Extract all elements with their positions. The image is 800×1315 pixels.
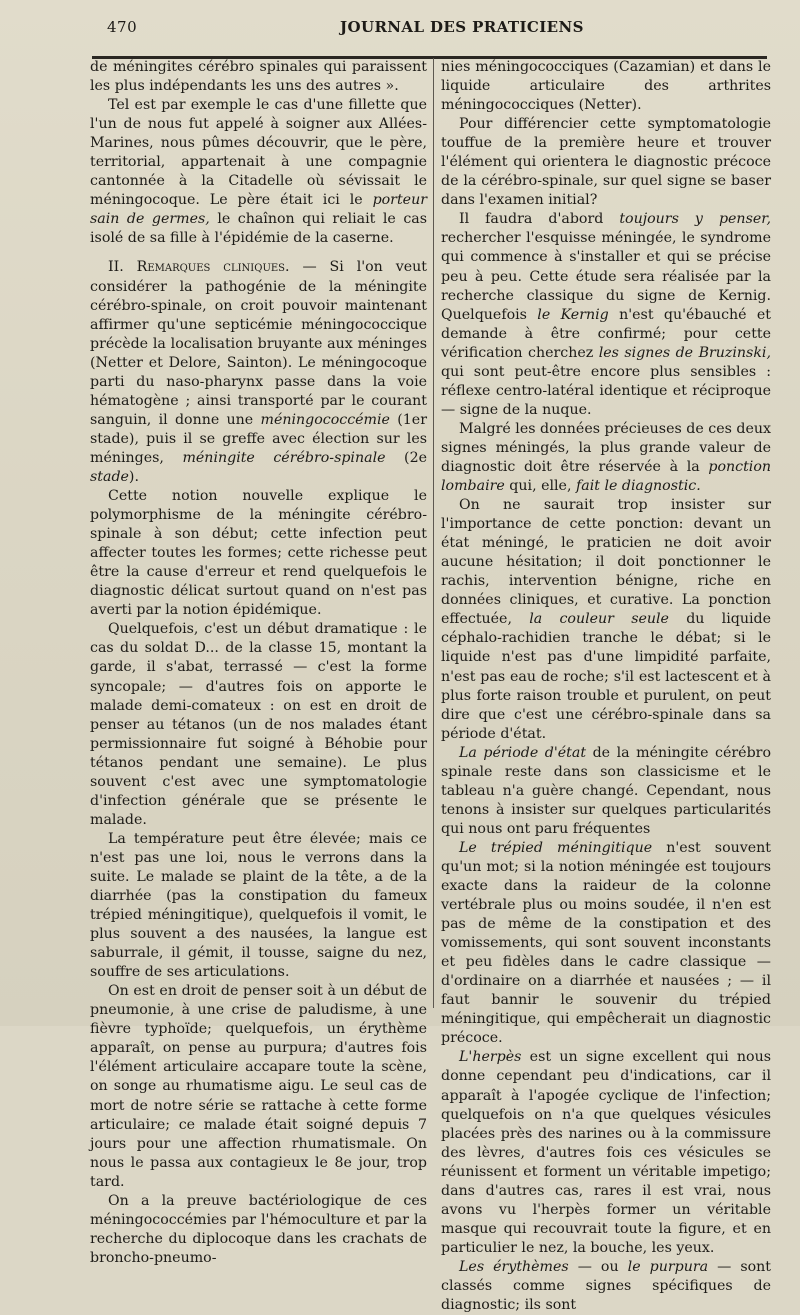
paragraph-text: est un signe excellent qui nous donne cependant peu d'indications, car il apparaît à l'apogée cyclique de l'infection; quelquefois on n'a que quelques vésicules placées près des narines ou à la commissure des lèvres, d'autres fois ces vésicules se réunissent et forment un véritable impetigo; dans d'autres cas, rares il est vrai, nous avons vu l'herpès former un véritable masque qui recouvrait toute la figure, et en particulier le nez, la bouche, les yeux.	[441, 1049, 771, 1256]
paragraph-text: On est en droit de penser soit à un début de pneumonie, à une crise de paludisme, à une fièvre typhoïde; quelquefois, un érythème apparaît, on pense au purpura; d'autres fois l'élément articulaire accapare toute la scène, on songe au rhumatisme aigu. Le seul cas de mort de notre série se rattache à cette forme articulaire; ce malade était soigné depuis 7 jours pour une affection rhumatismale. On nous le passa aux contagieux le 8e jour, trop tard.	[90, 983, 427, 1190]
paragraph-text: Quelquefois, c'est un début dramatique : le cas du soldat D... de la classe 15, montant la garde, il s'abat, terrassé — c'est la forme syncopale; — d'autres fois on apporte le malade demi-comateux : on est en droit de penser au tétanos (un de nos malades étant permissionnaire fut soigné à Béhobie pour tétanos pendant une semaine). Le plus souvent c'est avec une symptomatologie d'infection générale que se présente le malade.	[90, 621, 427, 828]
paragraph	[90, 620, 427, 830]
paragraph	[441, 420, 771, 496]
paragraph	[90, 830, 427, 982]
italic-text: Les érythèmes	[459, 1258, 569, 1275]
italic-text: méningococcémie	[260, 411, 390, 428]
italic-text: ponction lombaire	[441, 458, 771, 495]
paragraph	[441, 115, 771, 210]
paragraph	[90, 487, 427, 620]
paragraph	[441, 496, 771, 744]
paragraph-text: Malgré les données précieuses de ces deux signes méningés, la plus grande valeur de diagnostic doit être réservée à la	[441, 420, 771, 475]
paragraph-text: — ou	[568, 1258, 628, 1275]
paragraph	[441, 1258, 771, 1315]
paragraph-text: du liquide céphalo-rachidien tranche le débat; si le liquide n'est pas d'une limpidité parfaite, n'est pas eau de roche; s'il est lactescent et à plus forte raison trouble et purulent, on peut dire que c'est une cérébro-spinale dans sa période d'état.	[441, 611, 771, 742]
paragraph-text: n'est qu'ébauché et demande à être confirmé; pour cette vérification cherchez	[441, 306, 771, 361]
paragraph	[441, 744, 771, 839]
section-paragraph	[90, 258, 427, 487]
italic-text: toujours y penser,	[619, 211, 771, 228]
paragraph-text: nies méningococciques (Cazamian) et dans le liquide articulaire des arthrites méningococciques (Netter).	[441, 59, 771, 114]
italic-text: stade	[90, 468, 129, 485]
paragraph	[90, 982, 427, 1192]
paragraph	[90, 1192, 427, 1268]
paragraph-text: qui, elle,	[504, 478, 576, 495]
italic-text: méningite cérébro-spinale	[182, 449, 386, 466]
paragraph-text: de méningites cérébro spinales qui paraissent les plus indépendants les uns des autres ».	[90, 59, 427, 95]
italic-text: les signes de Bruzinski,	[598, 344, 771, 361]
paragraph-text: ).	[128, 468, 139, 485]
paragraph-text: Il faudra d'abord	[459, 211, 620, 228]
italic-text: fait le diagnostic.	[575, 478, 701, 495]
paragraph	[441, 1048, 771, 1258]
italic-text: porteur sain de germes,	[90, 192, 427, 228]
column-divider	[433, 58, 434, 1008]
paragraph	[90, 58, 427, 96]
paragraph-text: n'est souvent qu'un mot; si la notion méningée est toujours exacte dans la raideur de la colonne vertébrale plus ou moins soudée, il n'en est pas de même de la constipation et des vomissements, qui sont souvent inconstants et peu fidèles dans le cadre classique — d'ordinaire on a diarrhée et nausées ; — il faut bannir le souvenir du trépied méningitique, qui empêcherait un diagnostic précoce.	[441, 839, 771, 1047]
paragraph-text: La température peut être élevée; mais ce n'est pas une loi, nous le verrons dans la suite. Le malade se plaint de la tête, a de la diarrhée (pas la constipation du fameux trépied méningitique), quelquefois il vomit, le plus souvent a des nausées, la langue est saburrale, il gémit, il tousse, saigne du nez, souffre de ses articulations.	[90, 830, 427, 981]
italic-text: L'herpès	[459, 1049, 522, 1066]
paragraph-text: On a la preuve bactériologique de ces méningococcémies par l'hémoculture et par la recherche du diplocoque dans les crachats de broncho-pneumo-	[90, 1192, 427, 1266]
page-header	[0, 14, 800, 46]
paragraph-text: Tel est par exemple le cas d'une fillette que l'un de nous fut appelé à soigner aux Allées-Marines, nous pûmes découvrir, que le père, territorial, appartenait à une compagnie cantonnée à la Citadelle où sévissait le méningocoque. Le père était ici le	[90, 97, 427, 209]
paragraph-text: — sont classés comme signes spécifiques de diagnostic; ils sont	[441, 1258, 772, 1314]
italic-text: le Kernig	[537, 306, 609, 323]
paragraph-text: de la méningite cérébro spinale reste dans son classicisme et le tableau n'a guère changé. Cependant, nous tenons à insister sur quelques particularités qui nous ont paru fréquentes	[441, 744, 771, 837]
paragraph-text: qui sont peut-être encore plus sensibles : réflexe centro-latéral identique et réciproque — signe de la nuque.	[441, 363, 771, 418]
paragraph-text: On ne saurait trop insister sur l'importance de cette ponction: devant un état méningé, le praticien ne doit avoir aucune hésitation; il doit ponctionner le rachis, intervention bénigne, riche en données cliniques, et curative. La ponction effectuée,	[441, 497, 771, 628]
paragraph	[441, 839, 771, 1049]
italic-text: La période d'état	[459, 744, 587, 761]
paragraph	[441, 58, 771, 115]
paragraph-text: (1er stade), puis il se greffe avec élection sur les méninges,	[90, 411, 427, 466]
italic-text: la couleur seule	[529, 611, 669, 628]
italic-text: le purpura	[627, 1258, 709, 1275]
paragraph-text: — Si l'on veut considérer la pathogénie de la méningite cérébro-spinale, on croit pouvoir maintenant affirmer qu'une septicémie méningococcique précède la localisation bruyante aux méninges (Netter et Delore, Sainton). Le méningocoque parti du naso-pharynx passe dans la voie hématogène ; ainsi transporté par le courant sanguin, il donne une	[90, 259, 427, 428]
italic-text: Le trépied méningitique	[459, 839, 653, 856]
paragraph	[90, 96, 427, 248]
journal-title: JOURNAL DES PRATICIENS	[340, 18, 584, 36]
section-number: II.	[108, 259, 137, 276]
section-heading: Remarques cliniques.	[136, 259, 290, 276]
page-number: 470	[107, 18, 138, 36]
right-column	[441, 58, 771, 1315]
paragraph-text: Pour différencier cette symptomatologie touffue de la première heure et trouver l'élément qui orientera le diagnostic précoce de la cérébro-spinale, sur quel signe se baser dans l'examen initial?	[441, 116, 771, 209]
paragraph-text: rechercher l'esquisse méningée, le syndrome qui commence à s'installer et qui se précise peu à peu. Cette étude sera réalisée par la recherche classique du signe de Kernig. Quelquefois	[441, 230, 771, 323]
left-column	[90, 58, 427, 1268]
paragraph-text: Cette notion nouvelle explique le polymorphisme de la méningite cérébro-spinale à son début; cette infection peut affecter toutes les formes; cette richesse peut être la cause d'erreur et rend quelquefois le diagnostic délicat surtout quand on n'est pas averti par la notion épidémique.	[90, 488, 427, 619]
paragraph	[441, 210, 771, 420]
paragraph-text: (2e	[385, 449, 427, 466]
paragraph-text: le chaînon qui reliait le cas isolé de sa fille à l'épidémie de la caserne.	[90, 211, 428, 247]
